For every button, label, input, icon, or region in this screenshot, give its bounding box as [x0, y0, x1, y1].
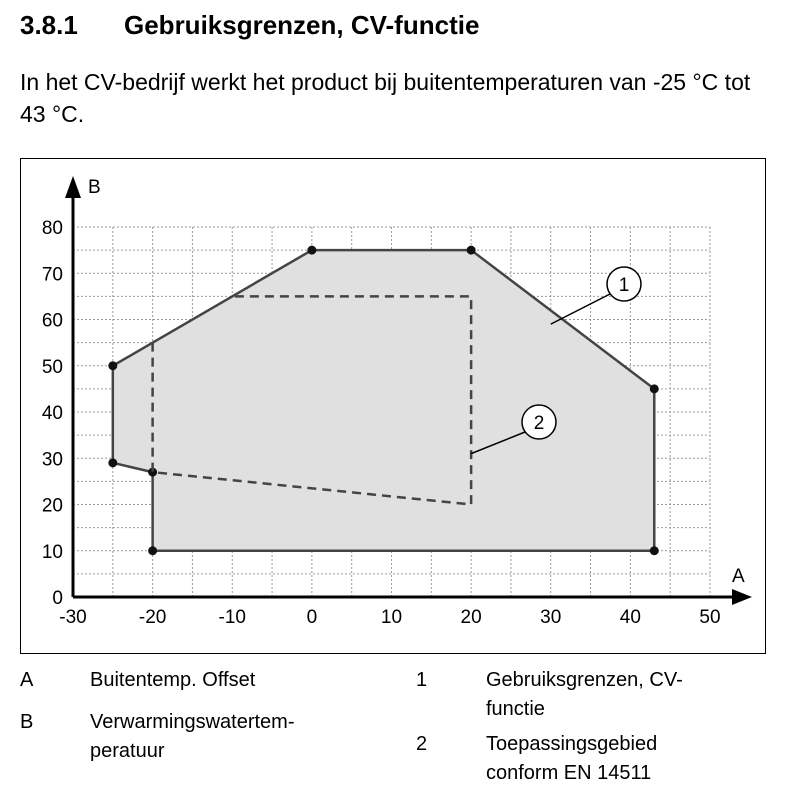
y-tick-label: 40: [41, 403, 63, 424]
legend-item-1: [416, 666, 756, 726]
x-tick-label: 0: [306, 607, 318, 628]
section-title: Gebruiksgrenzen, CV-functie: [124, 10, 480, 40]
legend-key: B: [20, 711, 34, 733]
series-1-point: [108, 458, 117, 467]
y-axis-arrow: [65, 176, 81, 198]
y-tick-label: 0: [52, 588, 63, 609]
x-tick-label: -30: [59, 607, 87, 628]
series-1-point: [307, 246, 316, 255]
y-axis-label: B: [88, 177, 101, 198]
chart-series: [108, 246, 658, 556]
section-number: 3.8.1: [20, 10, 78, 40]
y-tick-label: 70: [41, 264, 63, 286]
legend-item-a: [20, 666, 360, 696]
legend-text: Buitentemp. Offset: [90, 669, 256, 691]
legend-key: 2: [416, 733, 428, 755]
y-tick-label: 20: [41, 495, 63, 517]
y-tick-label: 50: [41, 356, 63, 378]
x-tick-label: 40: [619, 607, 641, 628]
y-tick-label: 60: [41, 310, 63, 332]
legend-left: [20, 666, 360, 776]
legend-right: [416, 666, 756, 796]
legend-text: Verwarmingswatertem- peratuur: [90, 711, 295, 762]
legend-key: A: [20, 669, 34, 691]
series-1-point: [148, 546, 157, 555]
x-axis-arrow: [732, 589, 752, 605]
y-tick-label: 30: [41, 449, 63, 471]
x-tick-label: -10: [218, 607, 246, 628]
x-tick-label: 50: [699, 607, 721, 628]
intro-paragraph: In het CV-bedrijf werkt het product bij buitentemperaturen van -25 °C tot 43 °C.: [20, 69, 751, 127]
series-1-point: [108, 361, 117, 370]
x-tick-label: 20: [460, 607, 482, 628]
y-tick-label: 80: [41, 218, 63, 239]
callout-2-label: 2: [533, 413, 545, 434]
legend-text: Gebruiksgrenzen, CV- functie: [486, 669, 683, 720]
series-1-area: [113, 250, 654, 551]
callout-1-label: 1: [618, 275, 630, 296]
legend-item-2: [416, 730, 756, 790]
legend-text: Toepassingsgebied conform EN 14511: [486, 733, 658, 784]
legend-item-b: [20, 708, 360, 768]
y-tick-label: 10: [41, 541, 63, 563]
series-1-point: [650, 546, 659, 555]
legend-key: 1: [416, 669, 428, 691]
x-tick-label: -20: [138, 607, 167, 628]
series-1-point: [650, 384, 659, 393]
series-1-point: [467, 246, 476, 255]
x-tick-label: 10: [380, 607, 403, 628]
x-tick-label: 30: [540, 607, 562, 628]
x-axis-label: A: [732, 566, 745, 587]
